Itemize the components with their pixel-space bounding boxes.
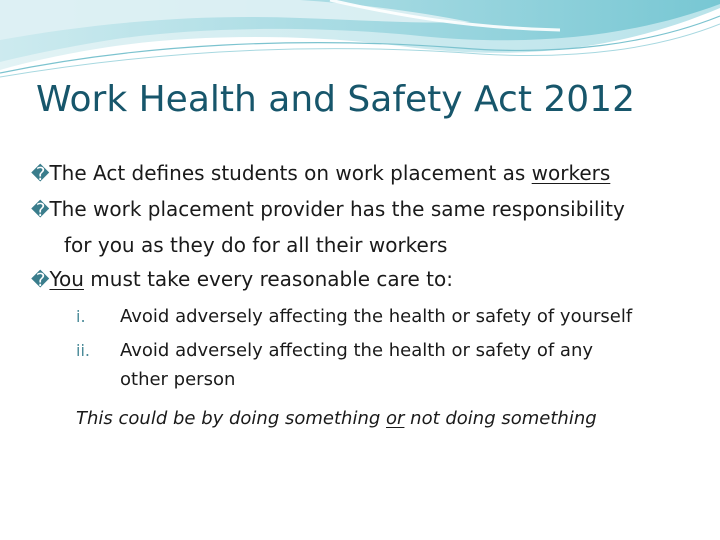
bullet-item <box>31 192 691 228</box>
underlined-word: You <box>49 267 84 291</box>
list-item-text: Avoid adversely affecting the health or safety of any <box>120 340 594 361</box>
underlined-word: or <box>386 408 405 429</box>
bullet-text: The Act defines students on work placement as <box>49 161 532 185</box>
bullet-text: must take every reasonable care to: <box>83 267 453 291</box>
bullet-icon: � <box>31 270 50 291</box>
underlined-word: workers <box>531 161 611 185</box>
bullet-item <box>31 156 691 192</box>
list-item-text: Avoid adversely affecting the health or safety of yourself <box>120 306 633 327</box>
list-number: ii. <box>76 341 90 360</box>
bullet-item <box>31 262 691 298</box>
slide-title: Work Health and Safety Act 2012 <box>36 79 635 120</box>
slide-body <box>31 156 691 433</box>
bullet-text: The work placement provider has the same responsibility <box>49 197 625 221</box>
list-number: i. <box>76 307 86 326</box>
italic-note <box>31 404 691 433</box>
header-wave-decoration <box>0 0 720 80</box>
list-item-continuation: other person <box>120 369 236 390</box>
bullet-icon: � <box>31 164 50 185</box>
numbered-list <box>31 302 691 390</box>
bullet-continuation: for you as they do for all their workers <box>64 233 448 257</box>
note-text: This could be by doing something <box>76 408 387 429</box>
note-text: not doing something <box>404 408 597 429</box>
bullet-icon: � <box>31 200 50 221</box>
